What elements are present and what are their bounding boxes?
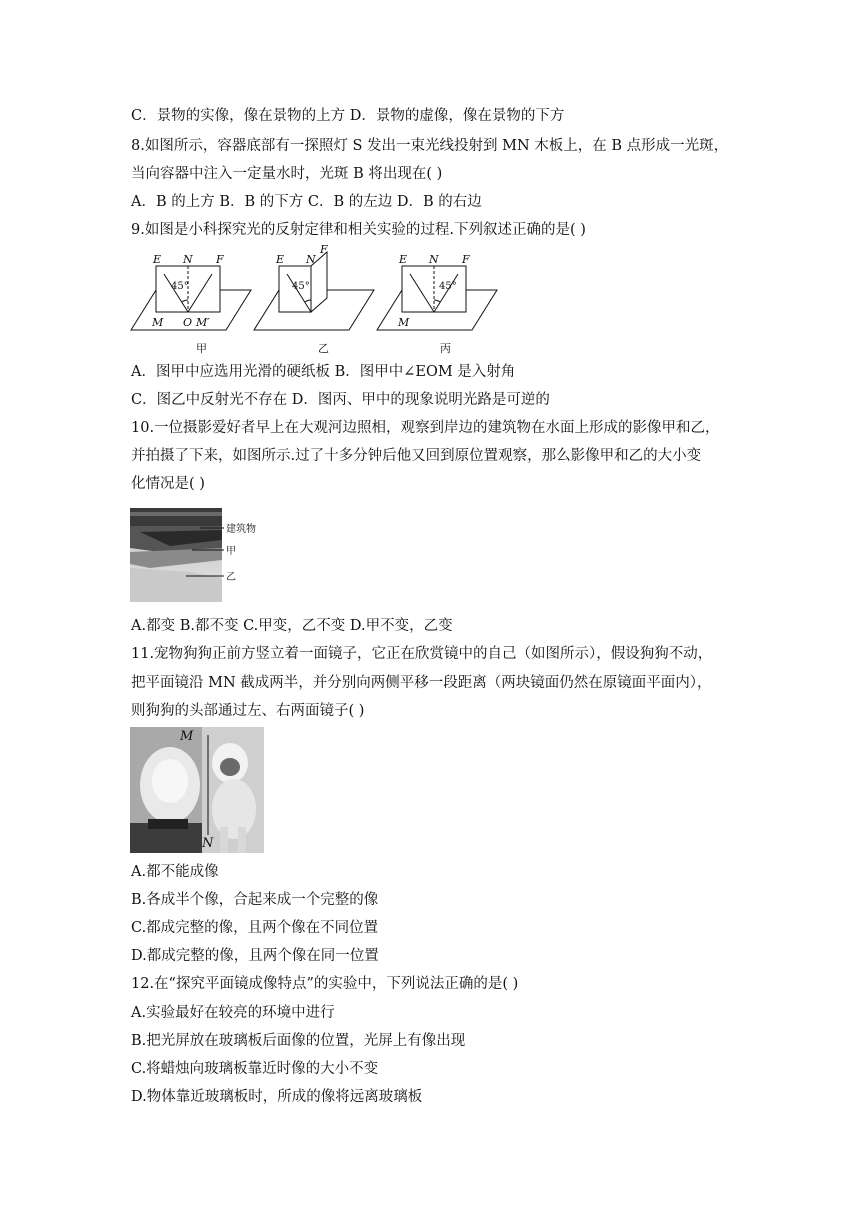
q11-option-b: B.各成半个像，合起来成一个完整的像 bbox=[131, 892, 379, 908]
caption-yi: 乙 bbox=[318, 342, 329, 355]
label-angle: 45° bbox=[292, 281, 310, 292]
q8-options: A．B 的上方 B．B 的下方 C．B 的左边 D．B 的右边 bbox=[131, 194, 482, 210]
q7-options-cd: C．景物的实像，像在景物的上方 D．景物的虚像，像在景物的下方 bbox=[131, 108, 565, 124]
q12-option-c: C.将蜡烛向玻璃板靠近时像的大小不变 bbox=[131, 1061, 379, 1077]
label-f: F bbox=[216, 253, 224, 266]
label-n: N bbox=[202, 836, 214, 851]
label-e: E bbox=[399, 253, 408, 266]
q9-options-ab: A．图甲中应选用光滑的硬纸板 B．图甲中∠EOM 是入射角 bbox=[131, 364, 516, 380]
label-m: M bbox=[398, 316, 410, 329]
label-f: F bbox=[320, 244, 328, 256]
q10-options: A.都变 B.都不变 C.甲变，乙不变 D.甲不变，乙变 bbox=[131, 618, 453, 634]
label-n: N bbox=[183, 253, 193, 266]
label-angle: 45° bbox=[171, 281, 189, 292]
label-m: M bbox=[180, 729, 194, 744]
caption-bing: 丙 bbox=[440, 342, 451, 355]
q10-stem-2: 并拍摄了下来，如图所示.过了十多分钟后他又回到原位置观察，那么影像甲和乙的大小变 bbox=[131, 448, 702, 464]
q10-photo bbox=[130, 508, 280, 602]
q12-option-b: B.把光屏放在玻璃板后面像的位置，光屏上有像出现 bbox=[131, 1033, 466, 1049]
q12-option-d: D.物体靠近玻璃板时，所成的像将远离玻璃板 bbox=[131, 1089, 423, 1105]
q11-stem-3: 则狗狗的头部通过左、右两面镜子( ) bbox=[131, 703, 365, 719]
label-n: N bbox=[429, 253, 439, 266]
label-building: 建筑物 bbox=[226, 524, 256, 535]
q10-stem-1: 10.一位摄影爱好者早上在大观河边照相，观察到岸边的建筑物在水面上形成的影像甲和乙， bbox=[131, 420, 720, 436]
q8-stem-1: 8.如图所示，容器底部有一探照灯 S 发出一束光线投射到 MN 木板上，在 B 点形成一光斑， bbox=[131, 138, 729, 154]
q9-figure bbox=[126, 244, 506, 358]
q11-option-d: D.都成完整的像，且两个像在同一位置 bbox=[131, 948, 379, 964]
label-m-prime: M′ bbox=[196, 316, 210, 329]
label-yi: 乙 bbox=[226, 572, 236, 583]
label-m: M bbox=[152, 316, 164, 329]
label-e: E bbox=[276, 253, 285, 266]
q9-options-cd: C．图乙中反射光不存在 D．图丙、甲中的现象说明光路是可逆的 bbox=[131, 392, 550, 408]
q8-stem-2: 当向容器中注入一定量水时，光斑 B 将出现在( ) bbox=[131, 166, 443, 182]
label-n: N bbox=[306, 253, 316, 266]
label-jia: 甲 bbox=[226, 546, 236, 557]
q12-option-a: A.实验最好在较亮的环境中进行 bbox=[131, 1005, 335, 1021]
q10-stem-3: 化情况是( ) bbox=[131, 476, 205, 492]
q9-stem: 9.如图是小科探究光的反射定律和相关实验的过程.下列叙述正确的是( ) bbox=[131, 222, 586, 238]
q11-stem-2: 把平面镜沿 MN 截成两半，并分别向两侧平移一段距离（两块镜面仍然在原镜面平面内）， bbox=[131, 675, 712, 691]
label-angle: 45° bbox=[439, 281, 457, 292]
q11-stem-1: 11.宠物狗狗正前方竖立着一面镜子，它正在欣赏镜中的自己（如图所示），假设狗狗不动， bbox=[131, 646, 713, 662]
label-e: E bbox=[153, 253, 162, 266]
q11-option-a: A.都不能成像 bbox=[131, 864, 219, 880]
label-f: F bbox=[462, 253, 470, 266]
q11-option-c: C.都成完整的像，且两个像在不同位置 bbox=[131, 920, 379, 936]
caption-jia: 甲 bbox=[196, 342, 207, 355]
label-o: O bbox=[183, 316, 193, 329]
q12-stem: 12.在“探究平面镜成像特点”的实验中，下列说法正确的是( ) bbox=[131, 976, 519, 992]
q11-photo bbox=[130, 727, 264, 853]
